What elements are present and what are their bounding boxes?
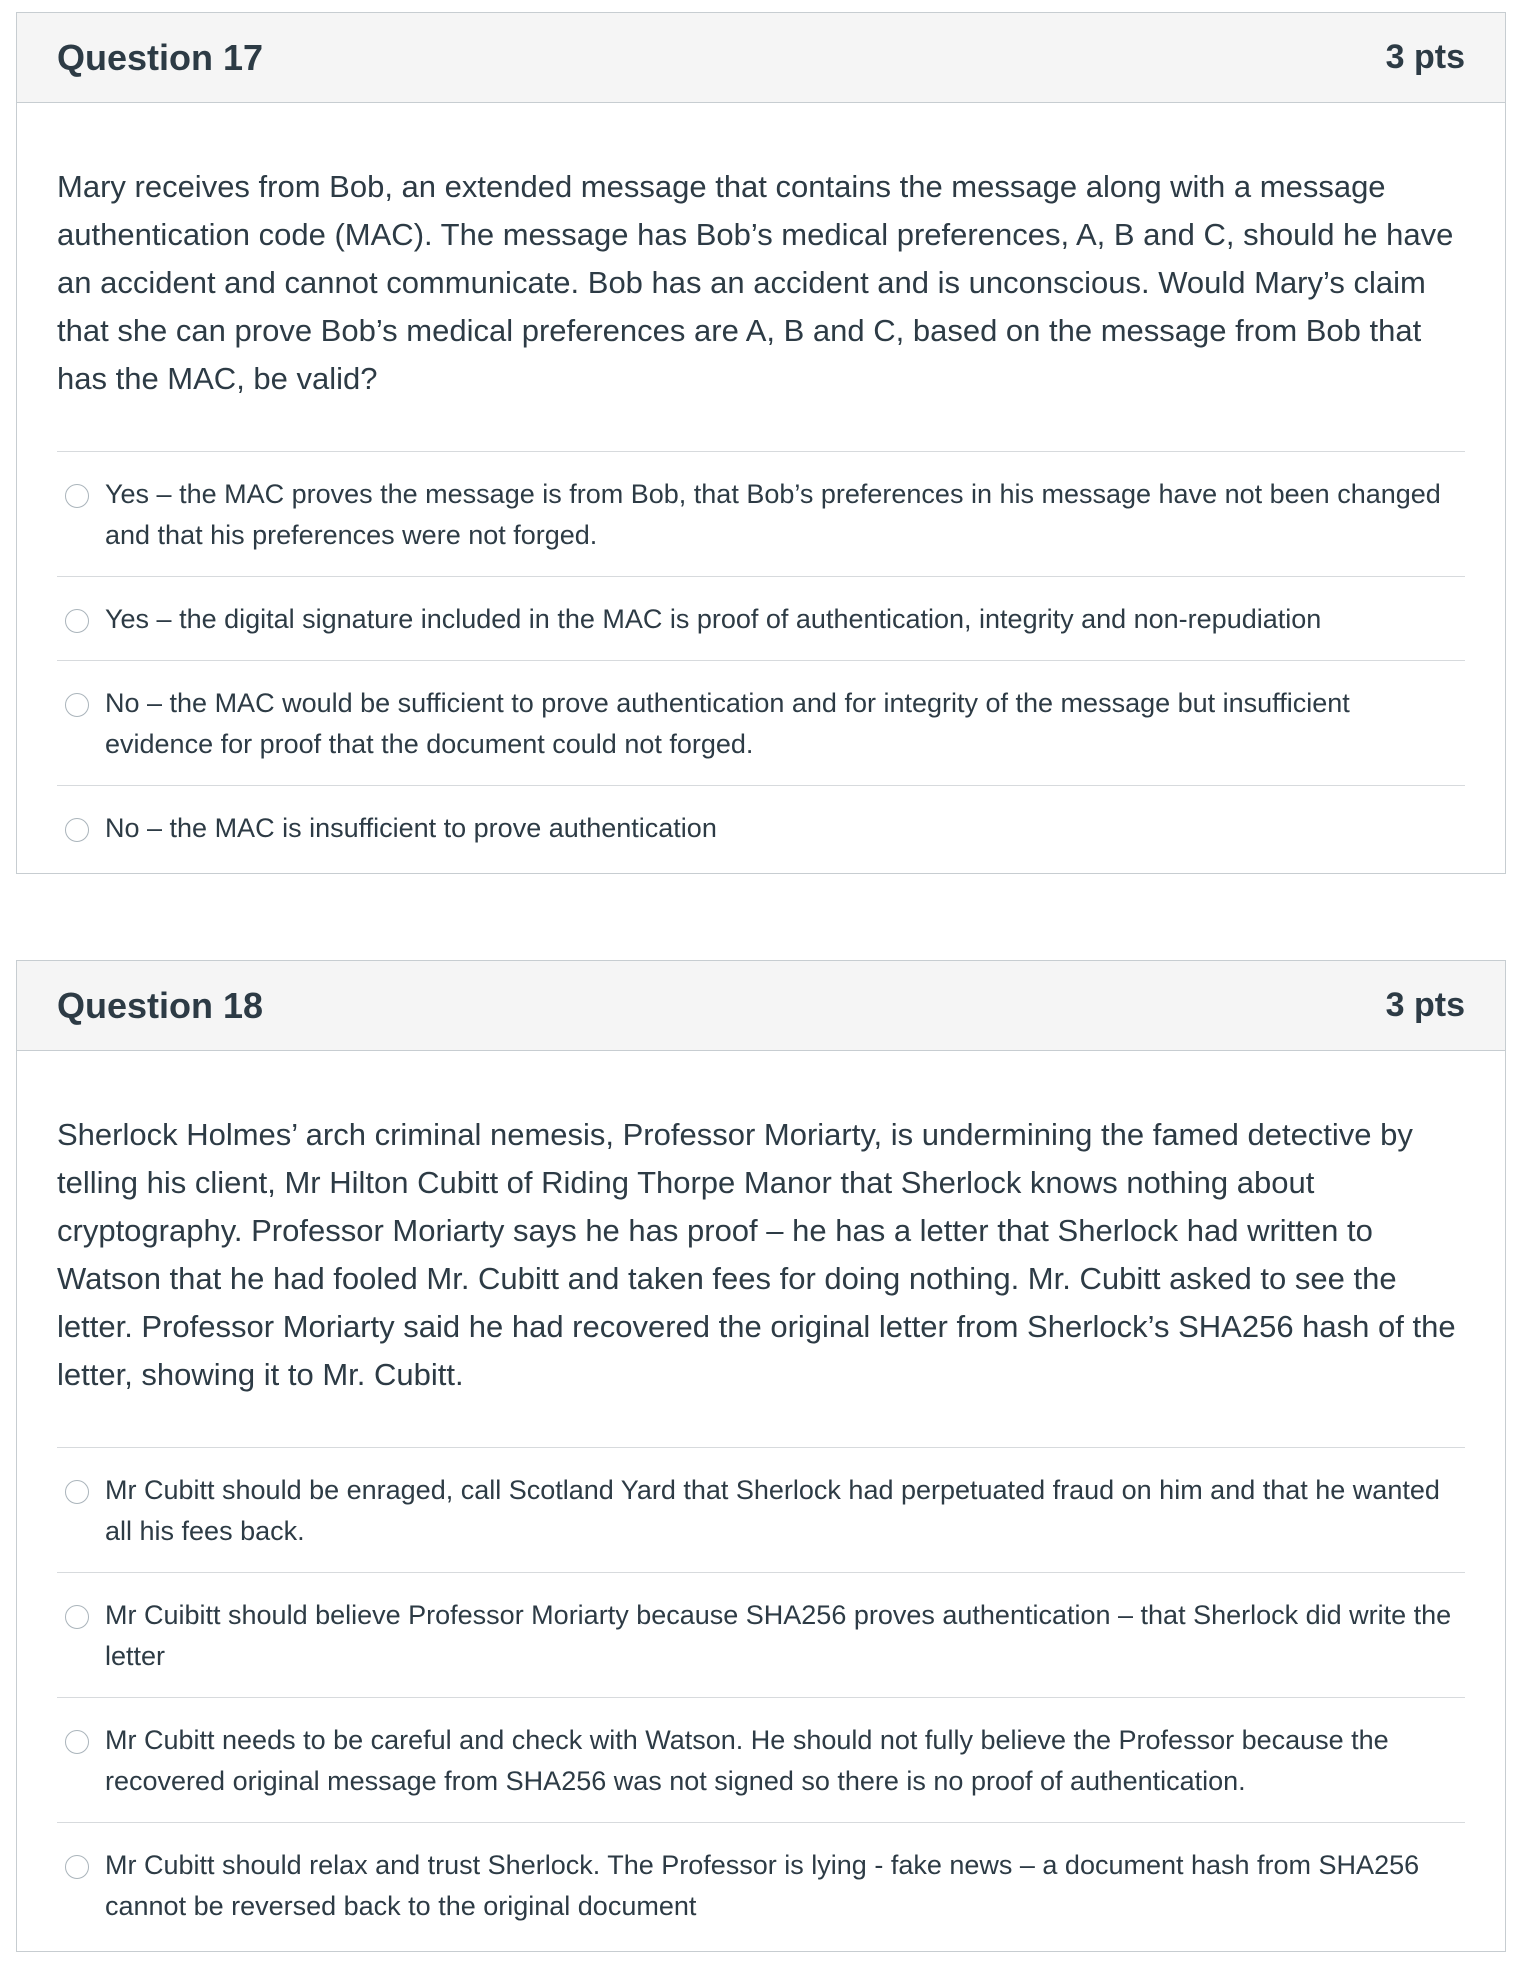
radio-button[interactable]: [65, 693, 89, 717]
radio-button[interactable]: [65, 484, 89, 508]
question-points: 3 pts: [1385, 38, 1465, 76]
question-17-card: [16, 12, 1506, 874]
answer-label[interactable]: Yes – the digital signature included in the MAC is proof of authentication, integrity and non-repudiation: [105, 604, 1322, 634]
question-body: [17, 1051, 1505, 1947]
answer-option[interactable]: [57, 576, 1465, 660]
answer-option[interactable]: [57, 785, 1465, 869]
question-text: Mary receives from Bob, an extended message that contains the message along with a message authentication code (MAC). The message has Bob’s medical preferences, A, B and C, should he have an accident and cannot communicate. Bob has an accident and is unconscious. Would Mary’s claim that she can prove Bob’s medical preferences are A, B and C, based on the message from Bob that has the MAC, be valid?: [57, 169, 1454, 396]
answer-option[interactable]: [57, 1822, 1465, 1947]
question-title: Question 18: [57, 984, 264, 1026]
radio-button[interactable]: [65, 609, 89, 633]
radio-button[interactable]: [65, 1480, 89, 1504]
radio-button[interactable]: [65, 1605, 89, 1629]
answer-label[interactable]: Mr Cuibitt should believe Professor Moriarty because SHA256 proves authentication – that Sherlock did write the letter: [105, 1600, 1452, 1671]
answer-list: [57, 451, 1465, 869]
radio-button[interactable]: [65, 1855, 89, 1879]
answer-label[interactable]: Mr Cubitt needs to be careful and check with Watson. He should not fully believe the Professor because the recovered original message from SHA256 was not signed so there is no proof of authentication.: [105, 1725, 1389, 1796]
answer-option[interactable]: [57, 451, 1465, 576]
question-title: Question 17: [57, 36, 264, 78]
radio-button[interactable]: [65, 1730, 89, 1754]
question-body: [17, 103, 1505, 869]
question-text: Sherlock Holmes’ arch criminal nemesis, Professor Moriarty, is undermining the famed detective by telling his client, Mr Hilton Cubitt of Riding Thorpe Manor that Sherlock knows nothing about cryptography. Professor Moriarty says he has proof – he has a letter that Sherlock had written to Watson that he had fooled Mr. Cubitt and taken fees for doing nothing. Mr. Cubitt asked to see the letter. Professor Moriarty said he had recovered the original letter from Sherlock’s SHA256 hash of the letter, showing it to Mr. Cubitt.: [57, 1117, 1456, 1392]
answer-option[interactable]: [57, 660, 1465, 785]
radio-button[interactable]: [65, 818, 89, 842]
answer-label[interactable]: No – the MAC is insufficient to prove authentication: [105, 813, 717, 843]
answer-option[interactable]: [57, 1572, 1465, 1697]
answer-label[interactable]: Mr Cubitt should relax and trust Sherlock. The Professor is lying - fake news – a document hash from SHA256 cannot be reversed back to the original document: [105, 1850, 1420, 1921]
question-18-card: [16, 960, 1506, 1952]
answer-label[interactable]: Mr Cubitt should be enraged, call Scotland Yard that Sherlock had perpetuated fraud on him and that he wanted all his fees back.: [105, 1475, 1440, 1546]
answer-label[interactable]: No – the MAC would be sufficient to prove authentication and for integrity of the message but insufficient evidence for proof that the document could not forged.: [105, 688, 1350, 759]
answer-option[interactable]: [57, 1447, 1465, 1572]
answer-option[interactable]: [57, 1697, 1465, 1822]
question-header: [17, 961, 1505, 1051]
answer-label[interactable]: Yes – the MAC proves the message is from Bob, that Bob’s preferences in his message have not been changed and that his preferences were not forged.: [105, 479, 1441, 550]
question-header: [17, 13, 1505, 103]
answer-list: [57, 1447, 1465, 1947]
question-points: 3 pts: [1385, 986, 1465, 1024]
